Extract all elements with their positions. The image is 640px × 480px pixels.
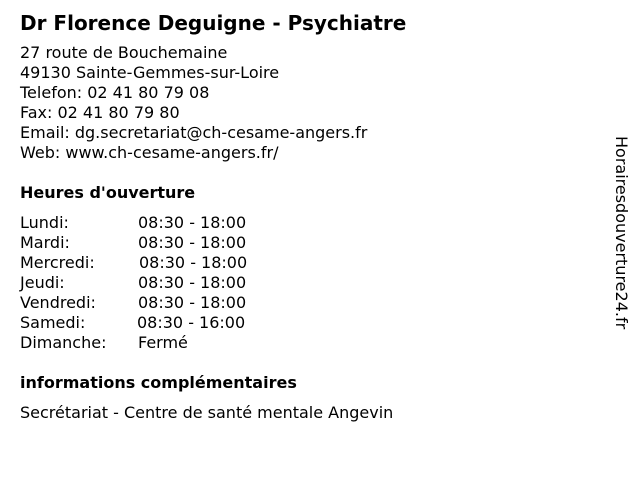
time-value: 08:30 - 16:00 bbox=[137, 313, 246, 332]
time-value: Fermé bbox=[138, 333, 188, 352]
hours-row-dimanche bbox=[20, 333, 280, 353]
hours-row-mardi bbox=[20, 233, 280, 253]
address-street: 27 route de Bouchemaine bbox=[20, 43, 228, 62]
time-value: 08:30 - 18:00 bbox=[138, 273, 247, 292]
site-brand-vertical[interactable]: Horairesdouverture24.fr bbox=[612, 136, 631, 330]
opening-hours-heading: Heures d'ouverture bbox=[20, 183, 196, 202]
contact-block bbox=[20, 43, 367, 163]
day-label: Dimanche: bbox=[20, 333, 107, 352]
opening-hours-table bbox=[20, 213, 280, 353]
time-value: 08:30 - 18:00 bbox=[138, 233, 247, 252]
hours-row-samedi bbox=[20, 313, 280, 333]
day-label: Vendredi: bbox=[20, 293, 96, 312]
page-title: Dr Florence Deguigne - Psychiatre bbox=[20, 11, 407, 35]
hours-row-lundi bbox=[20, 213, 280, 233]
email-link[interactable]: Email: dg.secretariat@ch-cesame-angers.fr bbox=[20, 123, 368, 142]
day-label: Mercredi: bbox=[20, 253, 95, 272]
additional-info-text: Secrétariat - Centre de santé mentale Angevin bbox=[20, 403, 394, 422]
address-city: 49130 Sainte-Gemmes-sur-Loire bbox=[20, 63, 280, 82]
day-label: Mardi: bbox=[20, 233, 70, 252]
time-value: 08:30 - 18:00 bbox=[138, 293, 247, 312]
fax-number: Fax: 02 41 80 79 80 bbox=[20, 103, 180, 122]
day-label: Lundi: bbox=[20, 213, 69, 232]
hours-row-vendredi bbox=[20, 293, 280, 313]
day-label: Jeudi: bbox=[20, 273, 65, 292]
hours-row-jeudi bbox=[20, 273, 280, 293]
time-value: 08:30 - 18:00 bbox=[139, 253, 248, 272]
phone-number[interactable]: Telefon: 02 41 80 79 08 bbox=[20, 83, 210, 102]
additional-info-heading: informations complémentaires bbox=[20, 373, 297, 392]
day-label: Samedi: bbox=[20, 313, 86, 332]
hours-row-mercredi bbox=[20, 253, 280, 273]
website-link[interactable]: Web: www.ch-cesame-angers.fr/ bbox=[20, 143, 279, 162]
time-value: 08:30 - 18:00 bbox=[138, 213, 247, 232]
